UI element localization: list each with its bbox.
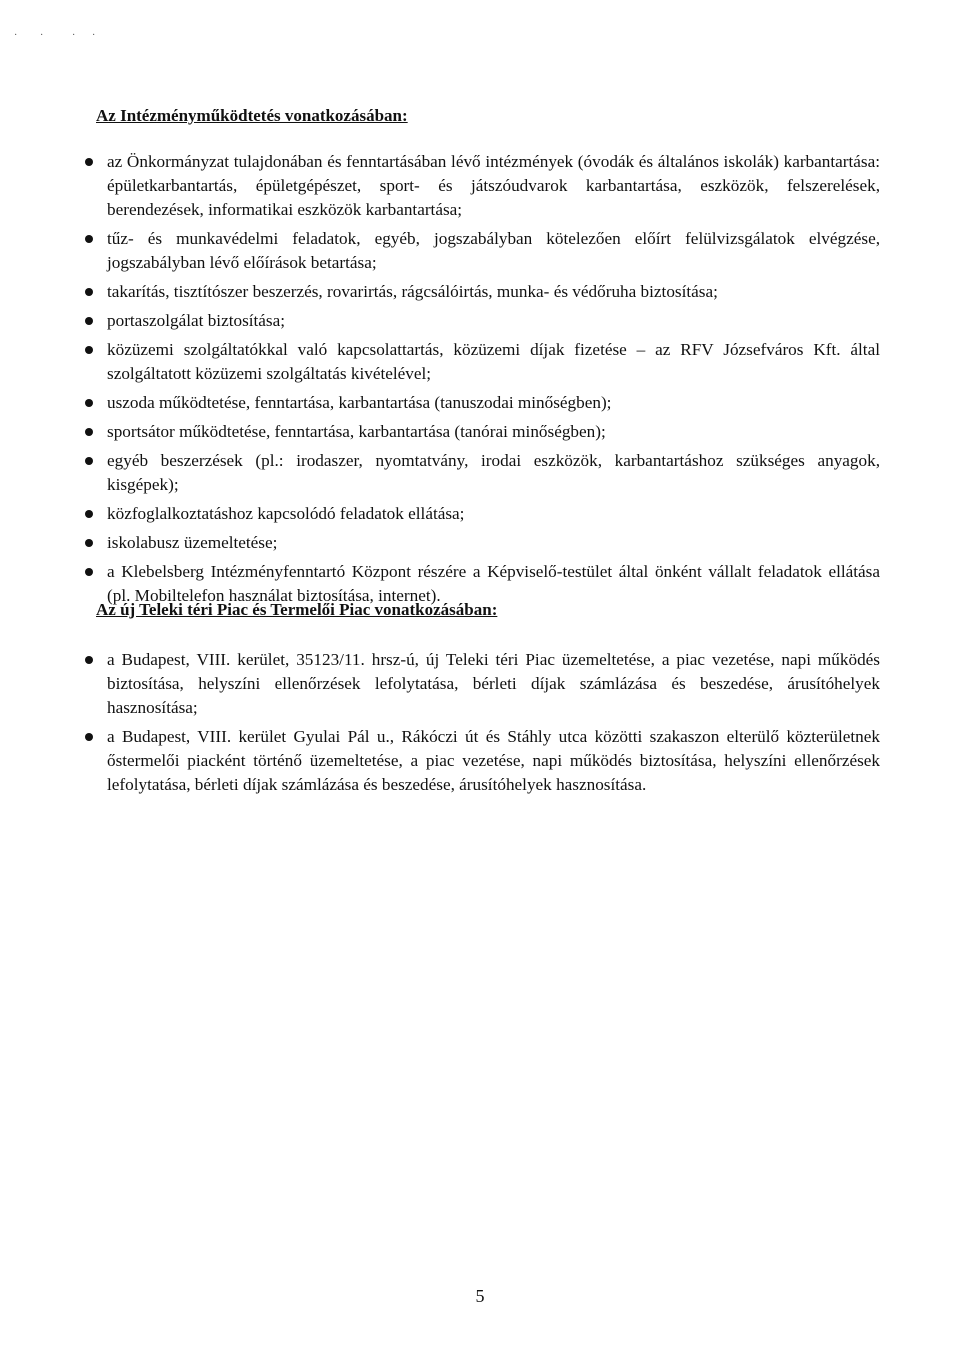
bullet-icon [85,288,93,296]
list-item [80,449,880,497]
list-item [80,150,880,222]
page-number: 5 [475,1286,485,1306]
bullet-list-intezmenymukodtetes [80,150,880,613]
bullet-icon [85,235,93,243]
list-item [80,725,880,797]
bullet-icon [85,510,93,518]
bullet-icon [85,399,93,407]
bullet-icon [85,457,93,465]
bullet-icon [85,346,93,354]
list-item-text: iskolabusz üzemeltetése; [107,533,278,552]
list-item-text: közfoglalkoztatáshoz kapcsolódó feladatok ellátása; [107,504,465,523]
list-item [80,309,880,333]
list-item-text: sportsátor működtetése, fenntartása, karbantartása (tanórai minőségben); [107,422,606,441]
section-heading-teleki-piac: Az új Teleki téri Piac és Termelői Piac vonatkozásában: [96,600,498,619]
list-item [80,391,880,415]
list-item-text: takarítás, tisztítószer beszerzés, rovarirtás, rágcsálóirtás, munka- és védőruha biztosítása; [107,282,718,301]
list-item-text: egyéb beszerzések (pl.: irodaszer, nyomtatvány, irodai eszközök, karbantartáshoz szükséges anyagok, kisgépek); [107,451,880,494]
list-item [80,648,880,720]
scan-artifact: · [14,30,18,41]
section-heading-intezmenymukodtetes: Az Intézményműködtetés vonatkozásában: [96,106,408,125]
list-item-text: az Önkormányzat tulajdonában és fenntartásában lévő intézmények (óvodák és általános iskolák) karbantartása: épületkarbantartás, épületgépészet, sport- és játszóudvarok karbantartása, eszközök, felszerelések, berendezések, informatikai eszközök karbantartása; [107,152,880,219]
list-item [80,502,880,526]
list-item-text: közüzemi szolgáltatókkal való kapcsolattartás, közüzemi díjak fizetése – az RFV Józsefváros Kft. által szolgáltatott közüzemi szolgáltatás kivételével; [107,340,880,383]
bullet-icon [85,539,93,547]
bullet-icon [85,158,93,166]
bullet-icon [85,317,93,325]
list-item-text: a Budapest, VIII. kerület, 35123/11. hrsz-ú, új Teleki téri Piac üzemeltetése, a piac vezetése, napi működés biztosítása, helyszíni ellenőrzések lefolytatása, bérleti díjak számlázása és beszedése, árusítóhelyek hasznosítása; [107,650,880,717]
list-item [80,227,880,275]
scan-artifact: · [92,30,96,41]
bullet-list-teleki-piac [80,648,880,802]
list-item-text: portaszolgálat biztosítása; [107,311,286,330]
list-item [80,338,880,386]
scan-artifact: · [72,30,76,41]
bullet-icon [85,733,93,741]
list-item-text: a Klebelsberg Intézményfenntartó Központ részére a Képviselő-testület által önként vállalt feladatok ellátása (pl. Mobiltelefon használat biztosítása, internet). [107,562,880,605]
list-item [80,531,880,555]
bullet-icon [85,428,93,436]
list-item [80,420,880,444]
list-item-text: uszoda működtetése, fenntartása, karbantartása (tanuszodai minőségben); [107,393,612,412]
list-item [80,280,880,304]
scan-artifact: · [40,30,44,41]
bullet-icon [85,656,93,664]
list-item-text: tűz- és munkavédelmi feladatok, egyéb, jogszabályban kötelezően előírt felülvizsgálatok elvégzése, jogszabályban lévő előírások betartása; [107,229,880,272]
list-item-text: a Budapest, VIII. kerület Gyulai Pál u., Rákóczi út és Stáhly utca közötti szakaszon elterülő közterületnek őstermelői piacként történő üzemeltetése, a piac vezetése, napi működés biztosítása, helyszíni ellenőrzések lefolytatása, bérleti díjak számlázása és beszedése, árusítóhelyek hasznosítása. [107,727,880,794]
bullet-icon [85,568,93,576]
